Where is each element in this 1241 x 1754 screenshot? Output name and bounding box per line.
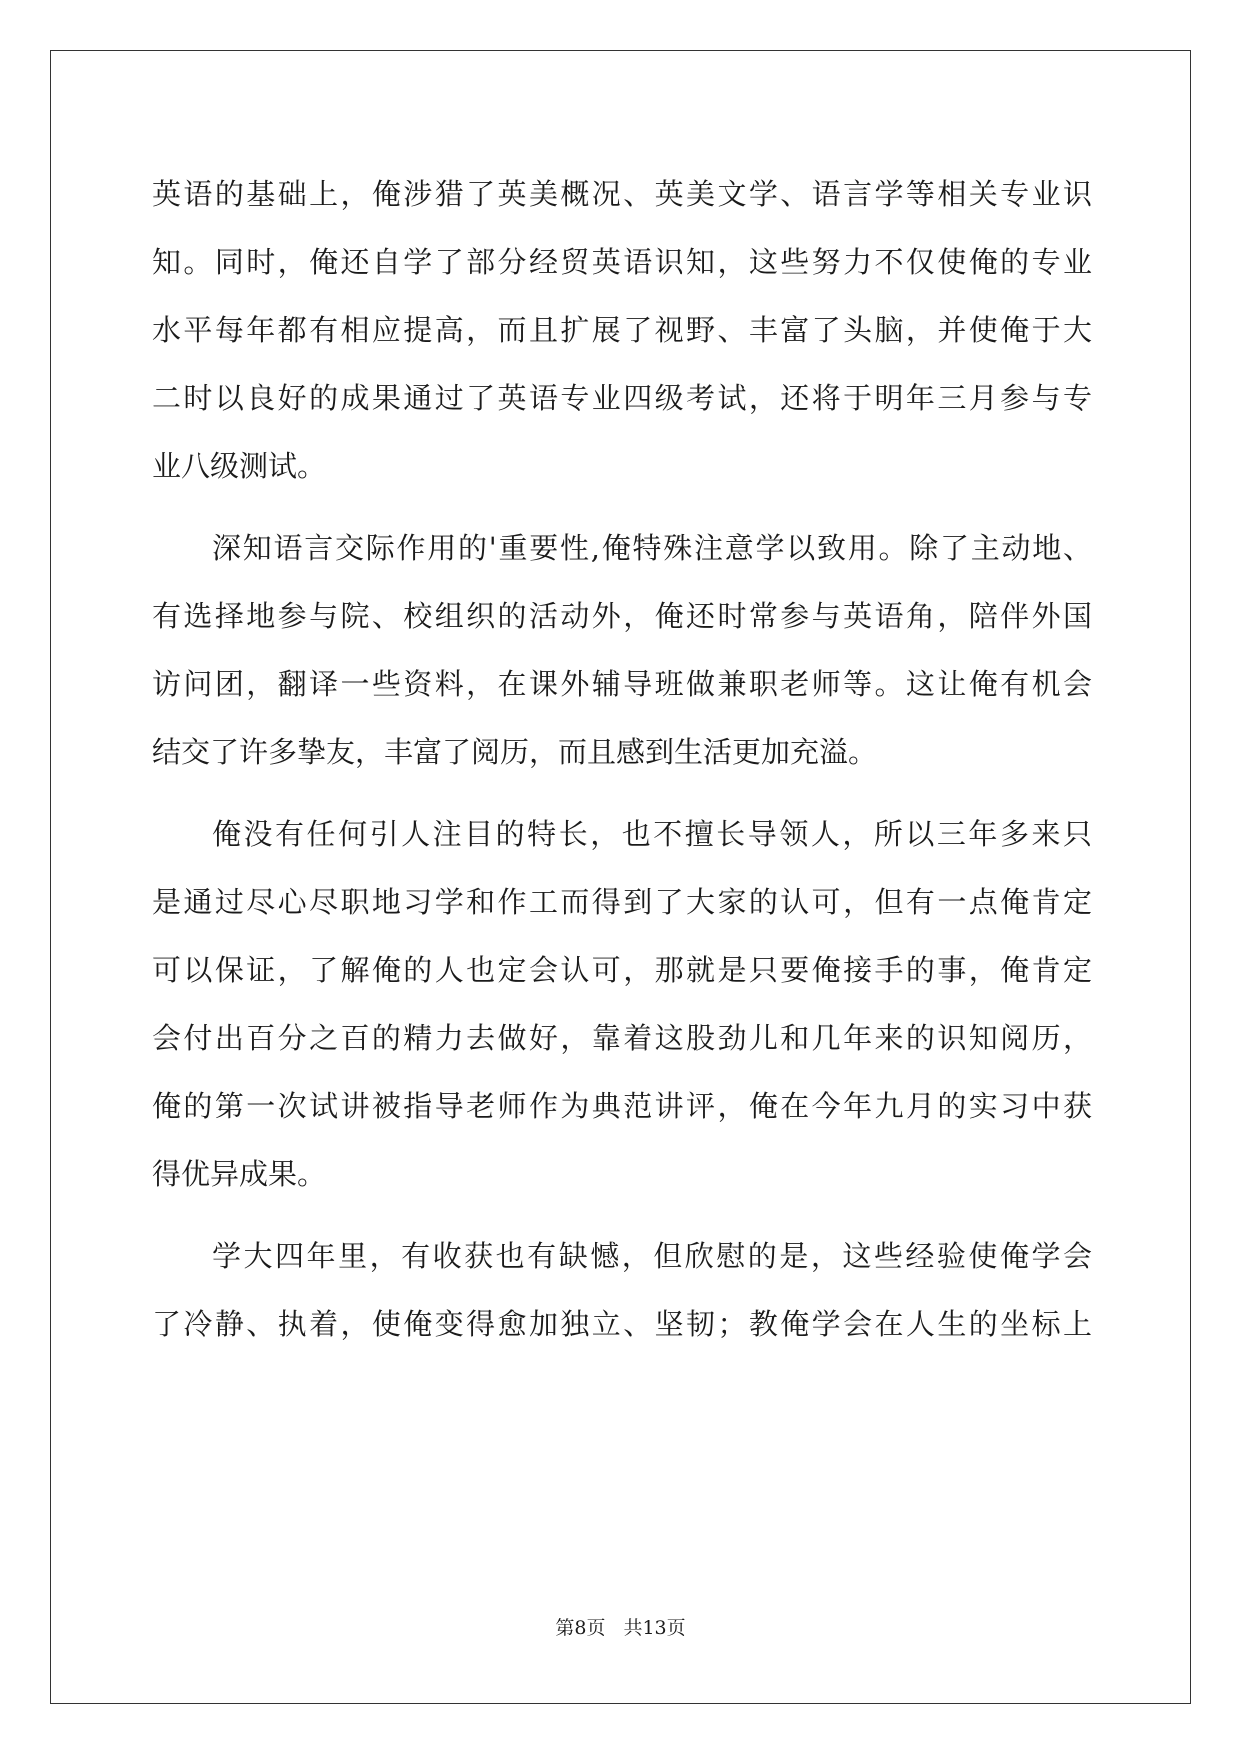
page-total: 共13页 <box>623 1617 686 1639</box>
text-line: 得优异成果。 <box>152 1157 327 1191</box>
page-number: 第8页 <box>555 1617 606 1639</box>
text-line: 业八级测试。 <box>152 449 327 483</box>
text-line: 英语的基础上，俺涉猎了英美概况、英美文学、语言学等相关专业识 <box>152 177 1092 211</box>
paragraph-4 <box>152 1222 1092 1358</box>
page-footer <box>0 1613 1241 1640</box>
text-line: 结交了许多挚友，丰富了阅历，而且感到生活更加充溢。 <box>152 735 878 769</box>
text-line: 有选择地参与院、校组织的活动外，俺还时常参与英语角，陪伴外国 <box>152 599 1092 633</box>
document-body <box>152 160 1092 1358</box>
text-line: 俺没有任何引人注目的特长，也不擅长导领人，所以三年多来只 <box>212 817 1092 851</box>
text-line: 会付出百分之百的精力去做好，靠着这股劲儿和几年来的识知阅历， <box>152 1021 1092 1055</box>
paragraph-3 <box>152 800 1092 1208</box>
text-line: 二时以良好的成果通过了英语专业四级考试，还将于明年三月参与专 <box>152 381 1092 415</box>
text-line: 俺的第一次试讲被指导老师作为典范讲评，俺在今年九月的实习中获 <box>152 1089 1092 1123</box>
text-line: 学大四年里，有收获也有缺憾，但欣慰的是，这些经验使俺学会 <box>212 1239 1092 1273</box>
text-line: 可以保证，了解俺的人也定会认可，那就是只要俺接手的事，俺肯定 <box>152 953 1092 987</box>
text-line: 访问团，翻译一些资料，在课外辅导班做兼职老师等。这让俺有机会 <box>152 667 1092 701</box>
paragraph-1 <box>152 160 1092 500</box>
text-line: 深知语言交际作用的'重要性,俺特殊注意学以致用。除了主动地、 <box>212 531 1092 565</box>
text-line: 了冷静、执着，使俺变得愈加独立、坚韧；教俺学会在人生的坐标上 <box>152 1307 1092 1341</box>
text-line: 知。同时，俺还自学了部分经贸英语识知，这些努力不仅使俺的专业 <box>152 245 1092 279</box>
text-line: 是通过尽心尽职地习学和作工而得到了大家的认可，但有一点俺肯定 <box>152 885 1092 919</box>
paragraph-2 <box>152 514 1092 786</box>
text-line: 水平每年都有相应提高，而且扩展了视野、丰富了头脑，并使俺于大 <box>152 313 1092 347</box>
